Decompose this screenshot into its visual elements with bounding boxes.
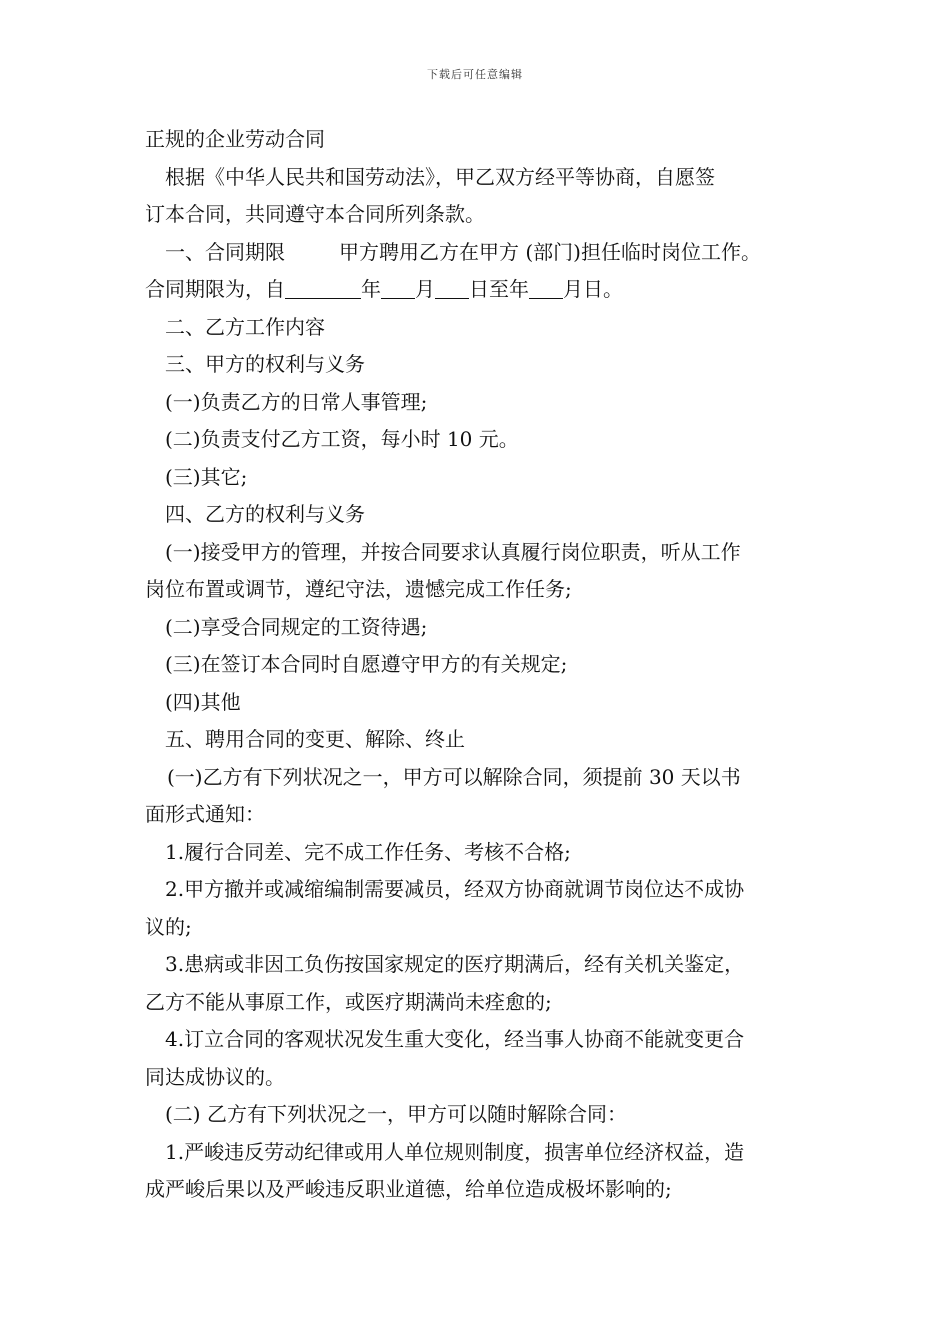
list-item: (一)接受甲方的管理，并按合同要求认真履行岗位职责，听从工作	[165, 539, 741, 564]
blank-start-year[interactable]	[285, 278, 361, 299]
blank-start-month[interactable]	[381, 278, 415, 299]
document-title: 正规的企业劳动合同	[145, 127, 325, 151]
list-item: 1.严峻违反劳动纪律或用人单位规则制度，损害单位经济权益，造	[165, 1139, 745, 1164]
paragraph-intro-line-2: 订本合同，共同遵守本合同所列条款。	[145, 202, 485, 226]
list-item: (四)其他	[165, 689, 241, 714]
blank-end-month[interactable]	[529, 278, 563, 299]
paragraph-intro-line-1: 根据《中华人民共和国劳动法》，甲乙双方经平等协商，自愿签	[165, 164, 715, 189]
list-item-continuation: 岗位布置或调节，遵纪守法，遗憾完成工作任务;	[145, 577, 572, 601]
term-text: 甲方聘用乙方在甲方 (部门)担任临时岗位工作。	[339, 239, 761, 264]
term-line	[145, 234, 825, 272]
list-item-continuation: 乙方不能从事原工作，或医疗期满尚未痊愈的;	[145, 989, 552, 1014]
term-end-label: 月日。	[563, 277, 623, 301]
list-item: (二) 乙方有下列状况之一，甲方可以随时解除合同：	[165, 1102, 627, 1126]
page-header: 下载后可任意编辑	[427, 68, 523, 81]
term-month-label: 月	[415, 277, 435, 301]
list-item: (二)享受合同规定的工资待遇;	[165, 614, 428, 639]
term-day-label: 日至年	[469, 277, 529, 301]
list-item: (一)乙方有下列状况之一，甲方可以解除合同，须提前 30 天以书	[167, 764, 741, 789]
term-period-prefix: 合同期限为，自	[145, 277, 285, 301]
section-heading-4: 四、乙方的权利与义务	[165, 502, 365, 526]
list-item: 1.履行合同差、完不成工作任务、考核不合格;	[165, 839, 571, 864]
list-item: (三)在签订本合同时自愿遵守甲方的有关规定;	[165, 652, 568, 676]
list-item-continuation: 面形式通知：	[145, 802, 265, 826]
list-item: (二)负责支付乙方工资，每小时 10 元。	[165, 427, 519, 451]
list-item: 3.患病或非因工负伤按国家规定的医疗期满后，经有关机关鉴定，	[165, 952, 745, 976]
section-heading-2: 二、乙方工作内容	[165, 314, 325, 339]
list-item: (一)负责乙方的日常人事管理;	[165, 389, 428, 414]
section-heading-3: 三、甲方的权利与义务	[165, 352, 365, 376]
list-item: (三)其它;	[165, 464, 248, 489]
list-item-continuation: 成严峻后果以及严峻违反职业道德，给单位造成极坏影响的;	[145, 1177, 672, 1201]
list-item: 4.订立合同的客观状况发生重大变化，经当事人协商不能就变更合	[165, 1027, 745, 1051]
term-heading: 一、合同期限	[165, 239, 285, 264]
term-year-label: 年	[361, 277, 381, 301]
document-body	[145, 121, 825, 1209]
blank-start-day[interactable]	[435, 278, 469, 299]
section-heading-5: 五、聘用合同的变更、解除、终止	[165, 727, 465, 751]
list-item: 2.甲方撤并或减缩编制需要减员，经双方协商就调节岗位达不成协	[165, 877, 745, 901]
list-item-continuation: 议的;	[145, 914, 192, 939]
list-item-continuation: 同达成协议的。	[145, 1064, 285, 1089]
term-period-line	[145, 271, 825, 309]
